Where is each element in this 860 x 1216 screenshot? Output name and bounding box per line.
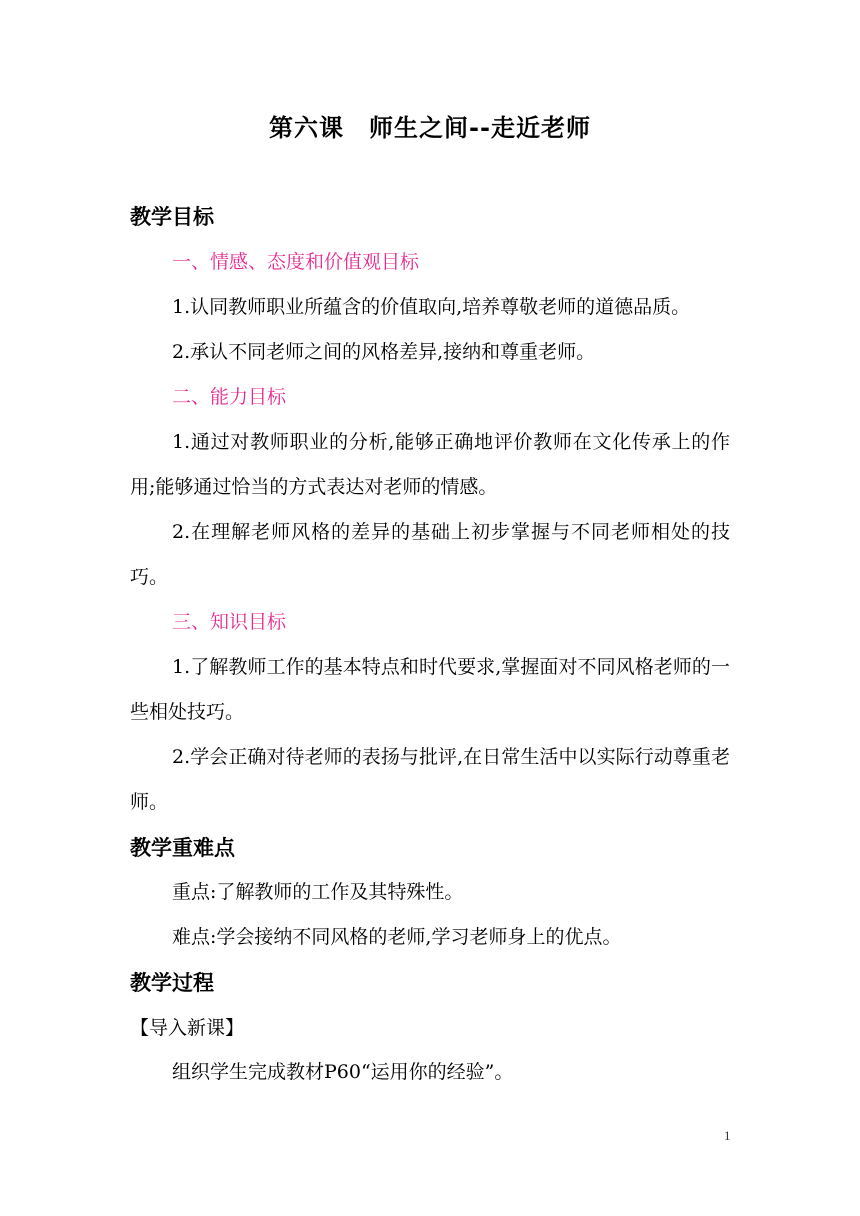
ability-item-2: 2.在理解老师风格的差异的基础上初步掌握与不同老师相处的技巧。: [130, 521, 730, 588]
key-points-heading: 教学重难点: [130, 836, 235, 860]
objectives-heading: 教学目标: [130, 205, 214, 229]
intro-label: 【导入新课】: [130, 1017, 245, 1039]
emotion-item-1: 1.认同教师职业所蕴含的价值取向,培养尊敬老师的道德品质。: [172, 296, 691, 318]
page-title: 第六课 师生之间--走近老师: [269, 114, 591, 142]
ability-item-1: 1.通过对教师职业的分析,能够正确地评价教师在文化传承上的作用;能够通过恰当的方式表达对老师的情感。: [130, 431, 730, 498]
process-heading: 教学过程: [130, 971, 214, 995]
ability-objective-title: 二、能力目标: [172, 386, 287, 408]
knowledge-objective-title: 三、知识目标: [172, 611, 287, 633]
knowledge-item-1: 1.了解教师工作的基本特点和时代要求,掌握面对不同风格老师的一些相处技巧。: [130, 656, 730, 723]
page-number: 1: [724, 1128, 731, 1143]
intro-text: 组织学生完成教材P60“运用你的经验”。: [172, 1061, 514, 1083]
knowledge-item-2: 2.学会正确对待老师的表扬与批评,在日常生活中以实际行动尊重老师。: [130, 746, 730, 813]
emotion-item-2: 2.承认不同老师之间的风格差异,接纳和尊重老师。: [172, 341, 596, 363]
difficult-point-text: 难点:学会接纳不同风格的老师,学习老师身上的优点。: [172, 926, 622, 948]
key-point-text: 重点:了解教师的工作及其特殊性。: [172, 881, 464, 903]
emotion-objective-title: 一、情感、态度和价值观目标: [172, 251, 420, 273]
